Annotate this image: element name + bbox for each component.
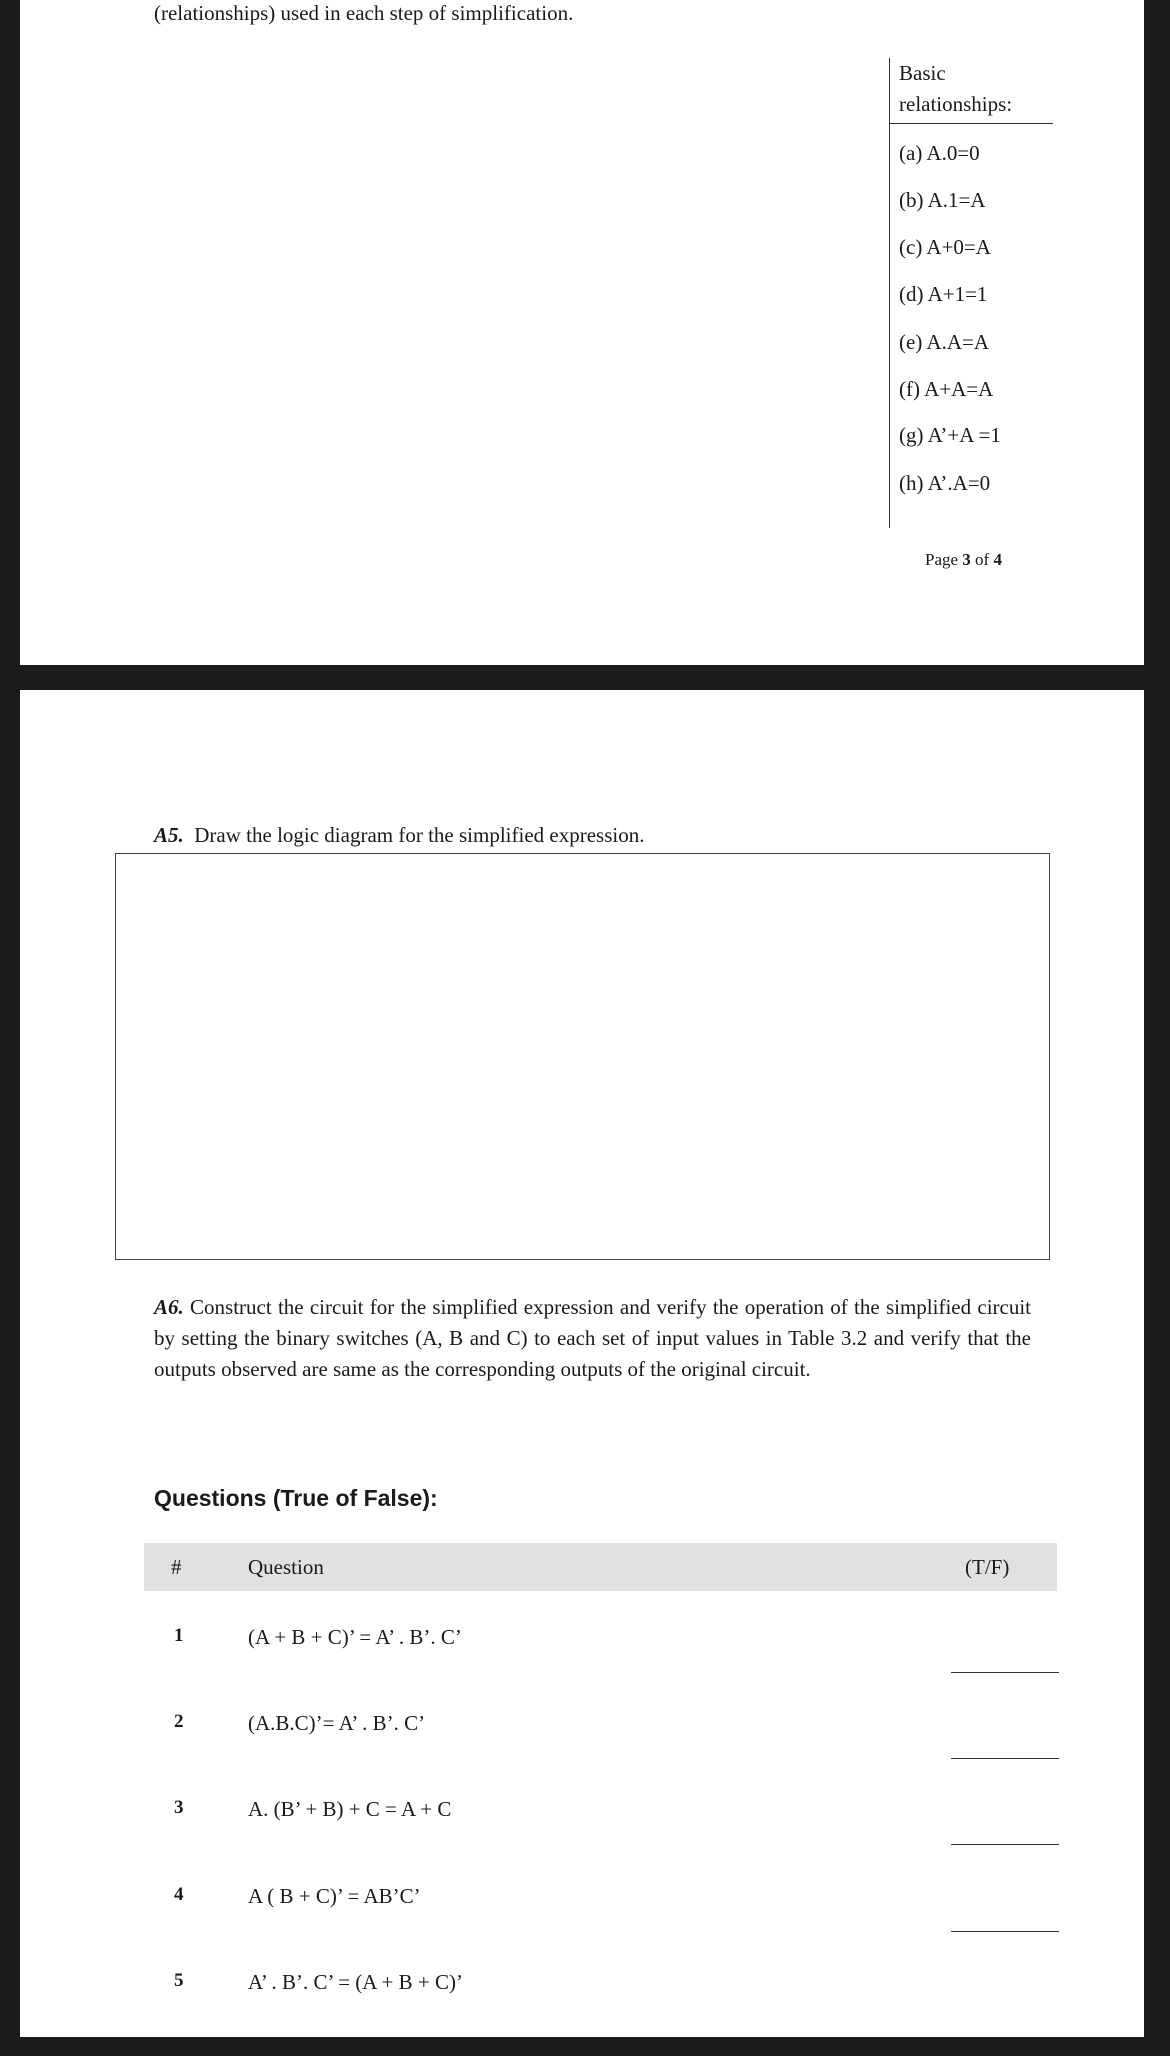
logic-diagram-answer-box[interactable] — [115, 853, 1050, 1260]
page-number — [925, 550, 1002, 570]
question-text: A ( B + C)’ = AB’C’ — [248, 1884, 421, 1908]
questions-table-header — [144, 1543, 1057, 1591]
table-row — [144, 1797, 1057, 1883]
table-row — [144, 1884, 1057, 1970]
question-text: (A.B.C)’= A’ . B’. C’ — [248, 1711, 426, 1735]
column-answer-header: (T/F) — [965, 1555, 1010, 1579]
answer-blank[interactable] — [951, 1672, 1059, 1673]
a6-number: A6. — [154, 1295, 184, 1319]
question-number: 5 — [174, 1970, 184, 1991]
basic-relationships-box — [889, 58, 1053, 528]
a6-paragraph — [154, 1292, 1031, 1385]
table-row — [144, 1625, 1057, 1711]
relationship-item: (b) A.1=A — [899, 188, 986, 212]
table-row — [144, 1711, 1057, 1797]
document-page-3 — [20, 0, 1144, 665]
answer-blank[interactable] — [951, 1931, 1059, 1932]
column-question-header: Question — [248, 1555, 324, 1579]
question-number: 2 — [174, 1711, 184, 1732]
page-number-of: of — [975, 550, 990, 569]
relationship-item: (a) A.0=0 — [899, 141, 980, 165]
column-number-header: # — [171, 1555, 182, 1579]
question-text: A. (B’ + B) + C = A + C — [248, 1797, 452, 1821]
relationship-item: (f) A+A=A — [899, 377, 994, 401]
relationship-item: (c) A+0=A — [899, 235, 991, 259]
questions-heading: Questions (True of False): — [154, 1485, 438, 1511]
answer-blank[interactable] — [951, 1758, 1059, 1759]
page-number-current: 3 — [962, 550, 971, 569]
a5-text: Draw the logic diagram for the simplified expression. — [194, 823, 645, 847]
table-row — [144, 1970, 1057, 2056]
page-number-total: 4 — [993, 550, 1002, 569]
relationship-item: (g) A’+A =1 — [899, 423, 1001, 447]
answer-blank[interactable] — [951, 1844, 1059, 1845]
page-number-prefix: Page — [925, 550, 959, 569]
question-number: 4 — [174, 1884, 184, 1905]
intro-text: (relationships) used in each step of simplification. — [154, 1, 574, 25]
a5-number: A5. — [154, 823, 184, 847]
relationship-item: (d) A+1=1 — [899, 282, 988, 306]
relationship-item: (e) A.A=A — [899, 330, 989, 354]
a5-heading — [154, 820, 644, 851]
document-page-4 — [20, 690, 1144, 2037]
question-number: 1 — [174, 1625, 184, 1646]
question-number: 3 — [174, 1797, 184, 1818]
question-text: (A + B + C)’ = A’ . B’. C’ — [248, 1625, 462, 1649]
question-text: A’ . B’. C’ = (A + B + C)’ — [248, 1970, 463, 1994]
relationships-title: Basic relationships: — [890, 58, 1053, 124]
a6-text: Construct the circuit for the simplified expression and verify the operation of the simplified circuit by setting the binary switches (A, B and C) to each set of input values in Table 3.2 and verify that the outputs observed are same as the corresponding outputs of the original circuit. — [154, 1295, 1032, 1381]
relationship-item: (h) A’.A=0 — [899, 471, 991, 495]
